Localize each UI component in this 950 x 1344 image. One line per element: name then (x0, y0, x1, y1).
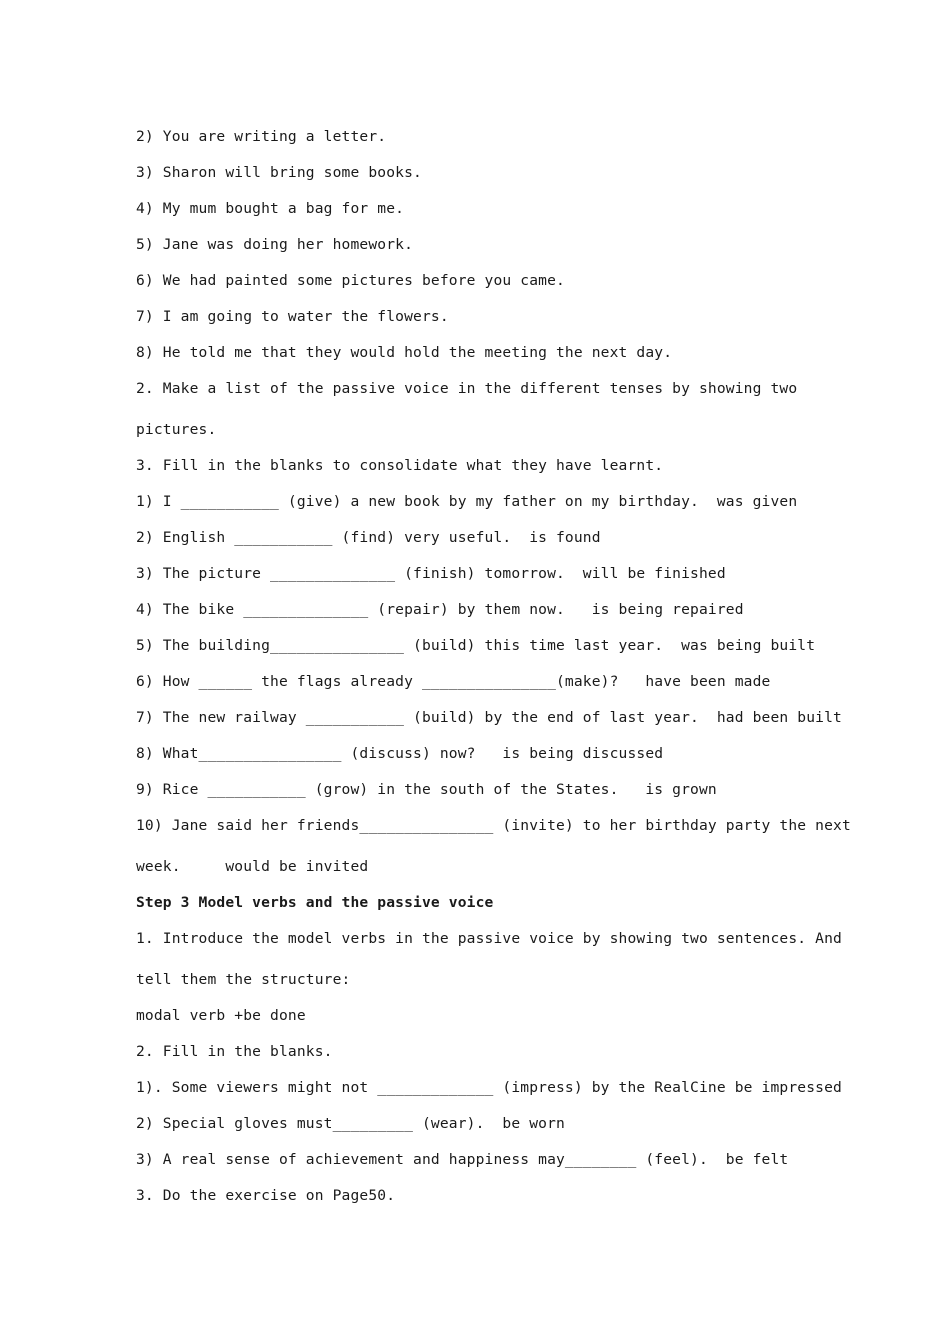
step3-instruction-3: 3. Do the exercise on Page50. (136, 1187, 396, 1204)
blank-item-4: 4) The bike ______________ (repair) by them now. is being repaired (136, 601, 744, 618)
structure-formula: modal verb +be done (136, 1007, 306, 1024)
blank-item-7: 7) The new railway ___________ (build) by the end of last year. had been built (136, 709, 842, 726)
blank-item-3: 3) The picture ______________ (finish) tomorrow. will be finished (136, 565, 726, 582)
modal-blank-item-1: 1). Some viewers might not _____________ (impress) by the RealCine be impressed (136, 1079, 842, 1096)
example-sentence-7: 7) I am going to water the flowers. (136, 308, 449, 325)
example-sentence-5: 5) Jane was doing her homework. (136, 236, 414, 253)
modal-blank-item-2: 2) Special gloves must_________ (wear). be worn (136, 1115, 565, 1132)
blank-item-1: 1) I ___________ (give) a new book by my father on my birthday. was given (136, 493, 798, 510)
example-sentence-2: 2) You are writing a letter. (136, 128, 387, 145)
instruction-2: 2. Make a list of the passive voice in the different tenses by showing two (136, 380, 798, 397)
step3-instruction-1-continued: tell them the structure: (136, 971, 351, 988)
example-sentence-8: 8) He told me that they would hold the meeting the next day. (136, 344, 673, 361)
blank-item-9: 9) Rice ___________ (grow) in the south of the States. is grown (136, 781, 717, 798)
modal-blank-item-3: 3) A real sense of achievement and happiness may________ (feel). be felt (136, 1151, 789, 1168)
blank-item-5: 5) The building_______________ (build) this time last year. was being built (136, 637, 816, 654)
example-sentence-4: 4) My mum bought a bag for me. (136, 200, 405, 217)
blank-item-10-continued: week. would be invited (136, 858, 369, 875)
blank-item-10: 10) Jane said her friends_______________ (invite) to her birthday party the next (136, 817, 851, 834)
blank-item-8: 8) What________________ (discuss) now? is being discussed (136, 745, 664, 762)
example-sentence-3: 3) Sharon will bring some books. (136, 164, 422, 181)
section-heading-step-3: Step 3 Model verbs and the passive voice (136, 894, 494, 911)
blank-item-2: 2) English ___________ (find) very useful. is found (136, 529, 601, 546)
instruction-2-continued: pictures. (136, 421, 217, 438)
blank-item-6: 6) How ______ the flags already _______________(make)? have been made (136, 673, 771, 690)
example-sentence-6: 6) We had painted some pictures before you came. (136, 272, 565, 289)
step3-instruction-2: 2. Fill in the blanks. (136, 1043, 333, 1060)
instruction-3: 3. Fill in the blanks to consolidate what they have learnt. (136, 457, 664, 474)
step3-instruction-1: 1. Introduce the model verbs in the passive voice by showing two sentences. And (136, 930, 842, 947)
